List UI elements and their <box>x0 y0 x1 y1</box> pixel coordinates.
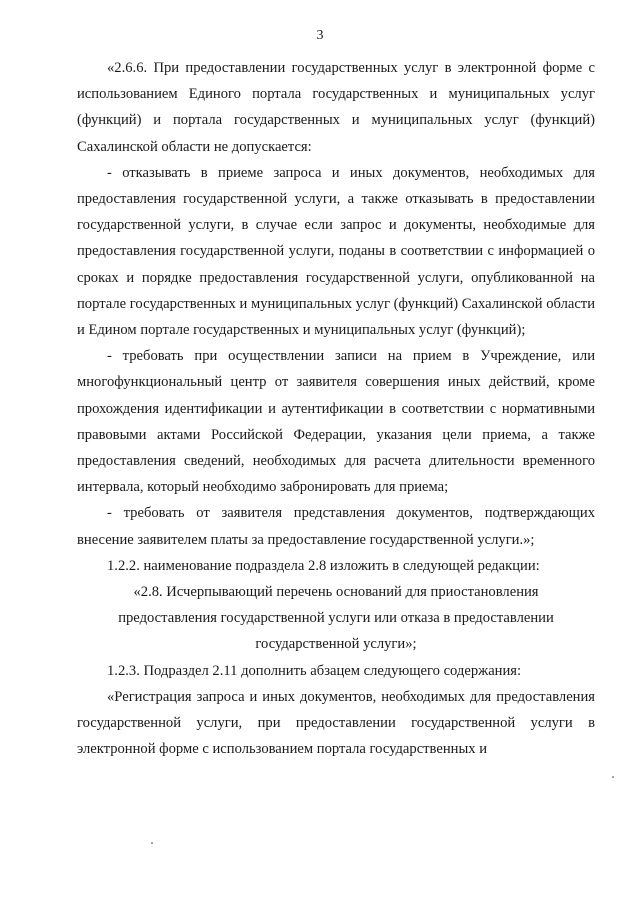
paragraph-2-6-6: «2.6.6. При предоставлении государственных услуг в электронной форме с использованием Единого портала государственных и муниципальных услуг (функций) и портала государственных и муниципальных услуг (функций) Сахалинской области не допускается: <box>77 60 595 155</box>
page-number: 3 <box>316 28 324 43</box>
paragraph-registration: «Регистрация запроса и иных документов, необходимых для предоставления государственной услуги, при предоставлении государственной услуги в электронной форме с использованием портала государственных и <box>77 688 595 758</box>
paragraph-require-payment-docs: - требовать от заявителя представления документов, подтверждающих внесение заявителем платы за предоставление государственной услуги.»; <box>77 505 595 548</box>
scan-speck <box>151 842 153 844</box>
section-heading-2-8: «2.8. Исчерпывающий перечень оснований для приостановления предоставления государственной услуги или отказа в предоставлении государственной услуги»; <box>118 584 554 653</box>
paragraph-require-actions: - требовать при осуществлении записи на прием в Учреждение, или многофункциональный центр от заявителя совершения иных действий, кроме прохождения идентификации и аутентификации в соответствии с нормативными правовыми актами Российской Федерации, указания цели приема, а также предоставления сведений, необходимых для расчета длительности временного интервала, который необходимо забронировать для приема; <box>77 348 595 496</box>
paragraph-1-2-2: 1.2.2. наименование подраздела 2.8 изложить в следующей редакции: <box>107 557 540 574</box>
paragraph-refuse-acceptance: - отказывать в приеме запроса и иных документов, необходимых для предоставления государственной услуги, а также отказывать в предоставлении государственной услуги, в случае если запрос и документы, необходимые для предоставления государственной услуги, поданы в соответствии с информацией о сроках и порядке предоставления государственной услуги, опубликованной на портале государственных и муниципальных услуг (функций) Сахалинской области и Едином портале государственных и муниципальных услуг (функций); <box>77 164 595 339</box>
document-body <box>77 55 595 762</box>
scan-speck <box>612 776 614 778</box>
paragraph-1-2-3: 1.2.3. Подраздел 2.11 дополнить абзацем следующего содержания: <box>107 662 522 679</box>
